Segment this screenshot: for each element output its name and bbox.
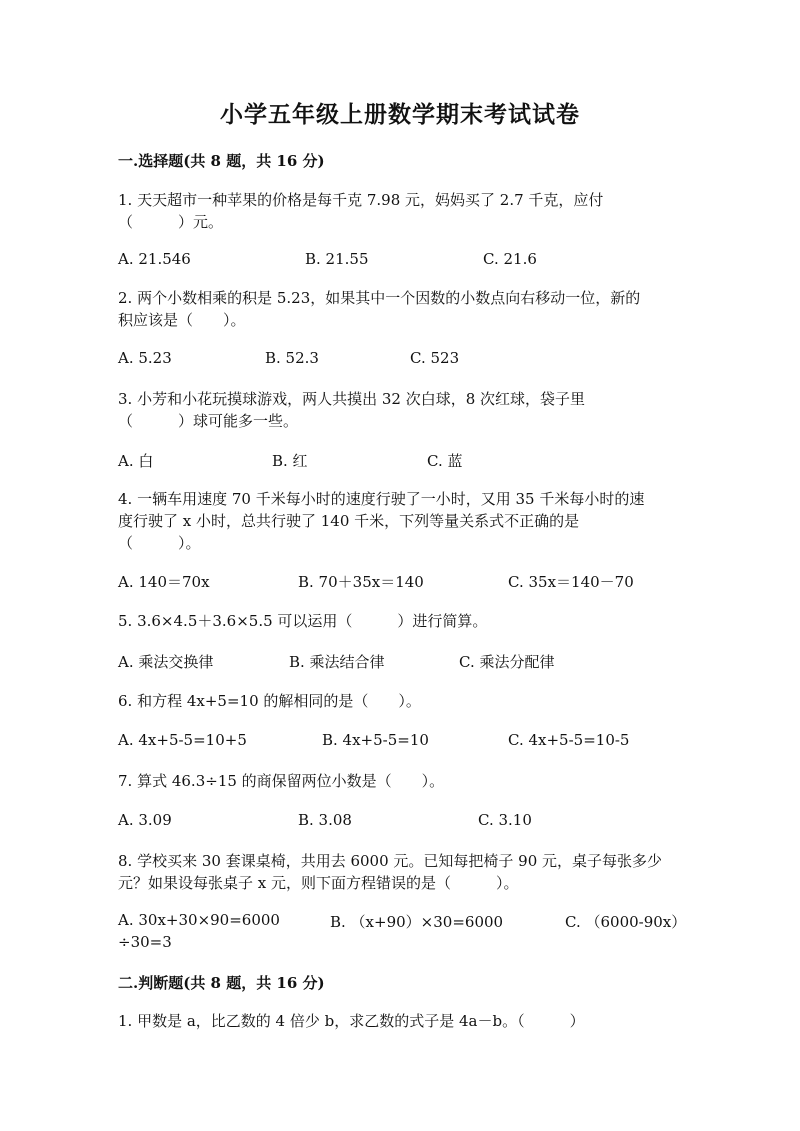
question-5 [118, 610, 487, 632]
option-8c: C. （6000-90x） [565, 913, 687, 931]
question-line: 7. 算式 46.3÷15 的商保留两位小数是（ ）。 [118, 772, 445, 790]
question-line: （ ）元。 [118, 213, 224, 231]
option-6b: B. 4x+5-5=10 [322, 731, 429, 749]
question-4 [118, 488, 644, 554]
option-3b: B. 红 [272, 452, 308, 470]
option-4b: B. 70＋35x＝140 [298, 573, 424, 591]
option-1c: C. 21.6 [483, 250, 537, 268]
option-6c: C. 4x+5-5=10-5 [508, 731, 630, 749]
question-line: 积应该是（ ）。 [118, 311, 246, 329]
option-8b: B. （x+90）×30=6000 [330, 913, 504, 931]
question-line: 元？如果设每张桌子 x 元，则下面方程错误的是（ ）。 [118, 874, 519, 892]
option-1a: A. 21.546 [118, 250, 191, 268]
question-8 [118, 850, 662, 894]
question-line: 3. 小芳和小花玩摸球游戏，两人共摸出 32 次白球，8 次红球，袋子里 [118, 390, 586, 408]
option-6a: A. 4x+5-5=10+5 [118, 731, 247, 749]
option-7c: C. 3.10 [478, 811, 532, 829]
option-2b: B. 52.3 [265, 349, 319, 367]
option-2a: A. 5.23 [118, 349, 172, 367]
option-8a: A. 30x+30×90=6000 [118, 911, 280, 929]
question-line: 5. 3.6×4.5＋3.6×5.5 可以运用（ ）进行简算。 [118, 612, 488, 630]
option-2c: C. 523 [410, 349, 460, 367]
section-heading-judge: 二.判断题(共 8 题，共 16 分) [118, 974, 325, 992]
question-1 [118, 189, 603, 233]
question-line: 8. 学校买来 30 套课桌椅，共用去 6000 元。已知每把椅子 90 元，桌子每张多少 [118, 852, 663, 870]
option-3c: C. 蓝 [427, 452, 463, 470]
question-line: （ ）球可能多一些。 [118, 412, 299, 430]
option-3a: A. 白 [118, 452, 154, 470]
question-line: 度行驶了 x 小时，总共行驶了 140 千米，下列等量关系式不正确的是 [118, 512, 580, 530]
question-6 [118, 690, 421, 712]
question-line: 6. 和方程 4x+5=10 的解相同的是（ ）。 [118, 692, 421, 710]
option-1b: B. 21.55 [305, 250, 369, 268]
option-7a: A. 3.09 [118, 811, 172, 829]
page-title: 小学五年级上册数学期末考试试卷 [220, 101, 580, 128]
option-4c: C. 35x＝140－70 [508, 573, 634, 591]
question-line: 1. 天天超市一种苹果的价格是每千克 7.98 元，妈妈买了 2.7 千克，应付 [118, 191, 604, 209]
question-2 [118, 287, 640, 331]
question-line: 4. 一辆车用速度 70 千米每小时的速度行驶了一小时，又用 35 千米每小时的速 [118, 490, 645, 508]
question-3 [118, 388, 585, 432]
question-line: （ ）。 [118, 534, 201, 552]
option-5c: C. 乘法分配律 [459, 653, 555, 671]
option-7b: B. 3.08 [298, 811, 352, 829]
question-line: 2. 两个小数相乘的积是 5.23，如果其中一个因数的小数点向右移动一位，新的 [118, 289, 641, 307]
option-5b: B. 乘法结合律 [289, 653, 385, 671]
option-5a: A. 乘法交换律 [118, 653, 214, 671]
question-7 [118, 770, 444, 792]
option-8c-wrap: ÷30=3 [118, 933, 172, 951]
section-heading-choice: 一.选择题(共 8 题，共 16 分) [118, 152, 325, 170]
judge-question-1: 1. 甲数是 a，比乙数的 4 倍少 b，求乙数的式子是 4a－b。（ ） [118, 1012, 585, 1030]
option-4a: A. 140＝70x [118, 573, 210, 591]
